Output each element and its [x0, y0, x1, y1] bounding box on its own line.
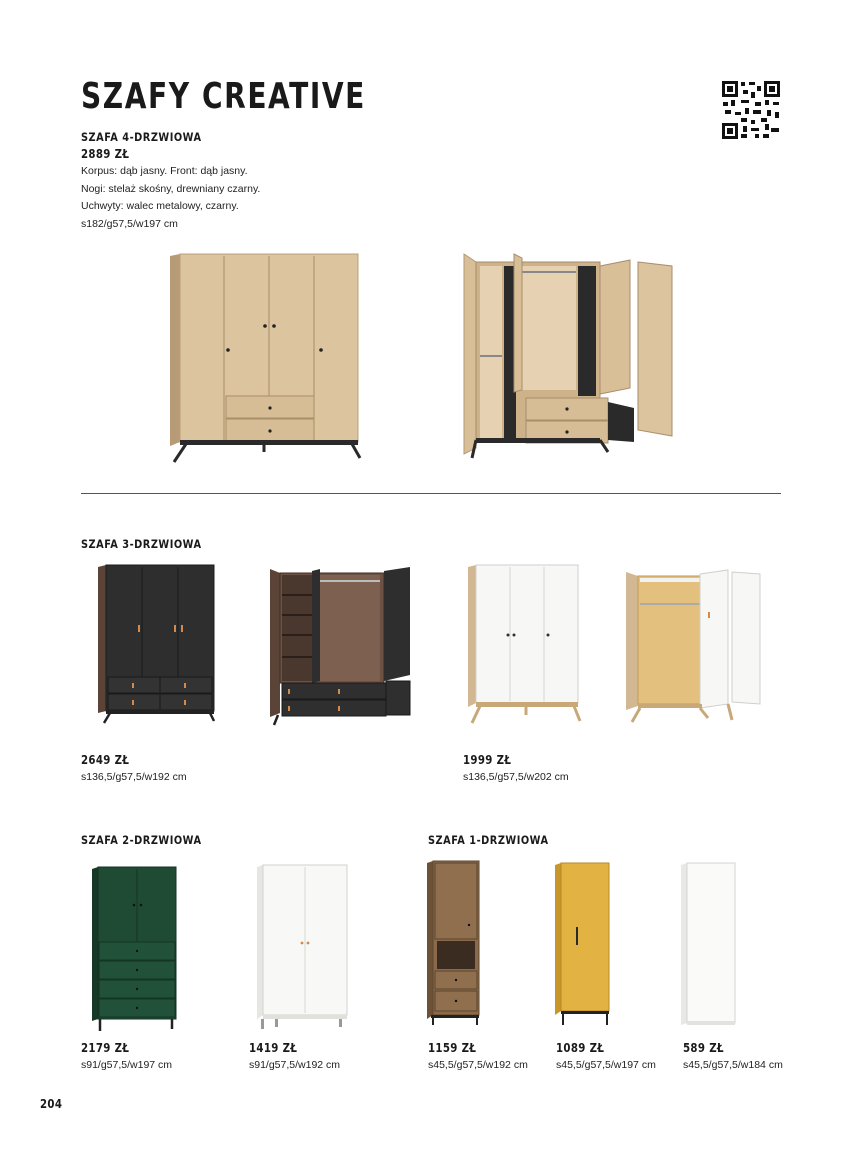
product-dimensions: s45,5/g57,5/w197 cm: [556, 1059, 656, 1071]
featured-description: [81, 163, 260, 233]
product-price: 1089 ZŁ: [556, 1041, 605, 1055]
featured-line: Korpus: dąb jasny. Front: dąb jasny.: [81, 165, 248, 177]
wardrobe-4-door-open-image: [462, 252, 677, 464]
product-dimensions: s45,5/g57,5/w184 cm: [683, 1059, 783, 1071]
product-dimensions: s136,5/g57,5/w192 cm: [81, 771, 187, 783]
product-price: 1999 ZŁ: [463, 753, 512, 767]
wardrobe-1-door-oak-image: [425, 859, 483, 1027]
featured-line: Nogi: stelaż skośny, drewniany czarny.: [81, 182, 261, 195]
featured-line: s182/g57,5/w197 cm: [81, 217, 178, 230]
section-3-door-heading: SZAFA 3-DRZWIOWA: [81, 537, 202, 551]
product-dimensions: s136,5/g57,5/w202 cm: [463, 771, 569, 783]
product-dimensions: s91/g57,5/w197 cm: [81, 1059, 173, 1071]
wardrobe-4-door-closed-image: [168, 252, 363, 464]
product-price: 2179 ZŁ: [81, 1041, 130, 1055]
product-price: 1419 ZŁ: [249, 1041, 298, 1055]
product-dimensions: s45,5/g57,5/w192 cm: [428, 1059, 528, 1071]
product-price: 589 ZŁ: [683, 1041, 724, 1055]
product-dimensions: s91/g57,5/w192 cm: [249, 1059, 341, 1071]
wardrobe-3-door-white-closed-image: [466, 563, 582, 727]
page-number: 204: [40, 1097, 63, 1111]
wardrobe-3-door-black-closed-image: [96, 563, 218, 725]
wardrobe-1-door-mustard-image: [553, 861, 613, 1027]
wardrobe-2-door-green-image: [90, 865, 180, 1031]
product-price: 1159 ZŁ: [428, 1041, 477, 1055]
section-1-door-heading: SZAFA 1-DRZWIOWA: [428, 833, 549, 847]
qr-code-icon[interactable]: [721, 80, 781, 140]
wardrobe-2-door-white-image: [255, 863, 351, 1031]
section-divider: [81, 493, 781, 494]
featured-heading: SZAFA 4-DRZWIOWA: [81, 130, 202, 144]
featured-line: Uchwyty: walec metalowy, czarny.: [81, 200, 239, 212]
wardrobe-3-door-black-open-image: [268, 565, 414, 727]
page-title: SZAFY CREATIVE: [81, 76, 366, 117]
wardrobe-3-door-white-open-image: [624, 568, 764, 726]
wardrobe-1-door-white-image: [679, 861, 739, 1029]
product-price: 2649 ZŁ: [81, 753, 130, 767]
featured-price: 2889 ZŁ: [81, 147, 130, 161]
section-2-door-heading: SZAFA 2-DRZWIOWA: [81, 833, 202, 847]
